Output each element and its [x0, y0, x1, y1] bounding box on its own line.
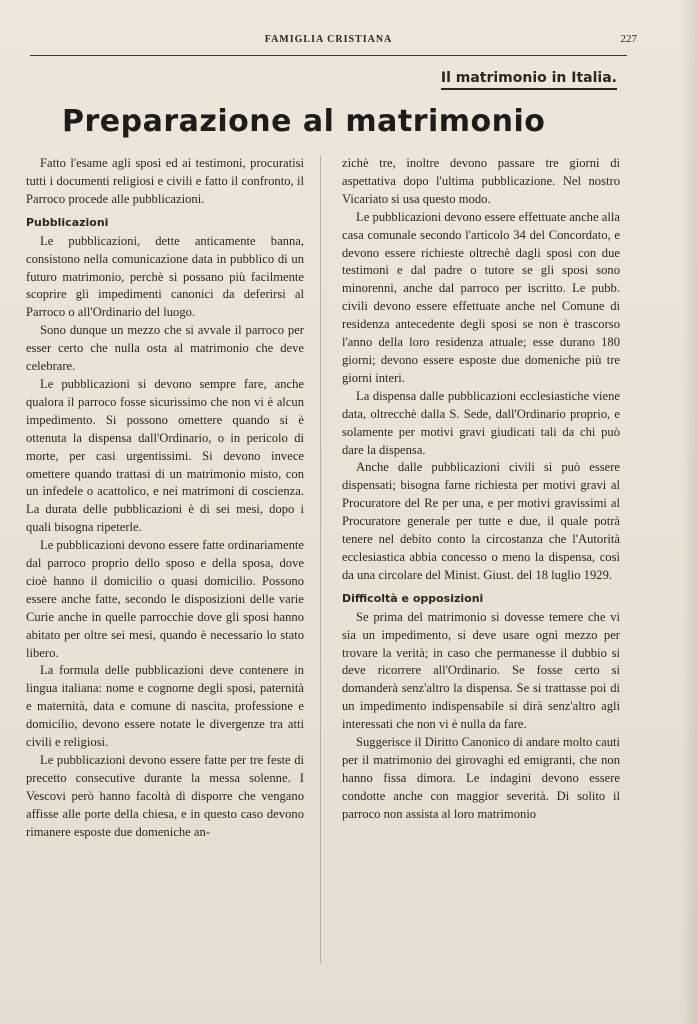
paragraph: La formula delle pubblicazioni deve contenere in lingua italiana: nome e cognome degli sposi, paternità e maternità, data e comune di nascita, professione e domicilio, devono essere notate le divergenze tra atti civili e religiosi.	[26, 663, 304, 750]
paragraph: Le pubblicazioni, dette anticamente banna, consistono nella comunicazione data in pubblico di un futuro matrimonio, perchè si possano più facilmente scoprire gli impedimenti canonici da deferirsi al Parroco o all'Ordinario del luogo.	[26, 233, 304, 320]
paragraph: Le pubblicazioni devono essere fatte ordinariamente dal parroco proprio dello sposo e della sposa, dove cioè hanno il domicilio o quasi domicilio. Possono essere anche fatte, secondo le disposizioni delle varie Curie anche in quelle parrocchie dove gli sposi hanno abitato per oltre sei mesi, quando è necessario lo stato libero.	[26, 538, 305, 660]
paragraph: La dispensa dalle pubblicazioni ecclesiastiche viene data, oltrecchè dalla S. Sede, dall'Ordinario proprio, e solamente per motivi gravi giudicati tali da chi può dare la dispensa.	[342, 388, 620, 457]
left-column	[26, 155, 304, 842]
section-tag: Il matrimonio in Italia.	[441, 70, 617, 90]
paragraph: Le pubblicazioni devono essere fatte per tre feste di precetto consecutive durante la messa solenne. I Vescovi però hanno facoltà di disporre che vengano affisse alle porte della chiesa, e in questo caso devono rimanere esposte due domeniche an-	[26, 753, 304, 839]
intro-paragraph: Fatto l'esame agli sposi ed ai testimoni, procuratisi tutti i documenti religiosi e civili e fatto il confronto, il Parroco procede alle pubblicazioni.	[26, 156, 304, 206]
paragraph: Suggerisce il Diritto Canonico di andare molto cauti per il matrimonio dei girovaghi ed emigranti, che non hanno fissa dimora. Le indagini devono essere condotte anche con maggior severità. Di solito il parroco non assista al loro matrimonio	[342, 735, 620, 821]
running-title: FAMIGLIA CRISTIANA	[264, 34, 393, 45]
paragraph: Anche dalle pubblicazioni civili si può essere dispensati; bisogna farne richiesta per motivi gravi al Procuratore del Re per una, e per motivi gravissimi al Procuratore generale per tutte e due, il quale potrà tenere nel debito conto la circostanza che l'Autorità ecclesiastica abbia concesso o meno la dispensa, così da una circolare del Minist. Giust. del 18 luglio 1929.	[342, 460, 620, 582]
running-head	[30, 33, 637, 54]
article-title: Preparazione al matrimonio	[62, 104, 546, 139]
paragraph: Le pubblicazioni si devono sempre fare, anche qualora il parroco fosse sicurissimo che non vi è alcun impedimento. Si possono omettere quando si è ottenuta la dispensa dall'Ordinario, o in pericolo di morte, per casi urgentissimi. Si devono invece omettere quando trattasi di un matrimonio misto, con un infedele o acattolico, e nei matrimoni di coscienza. La durata delle pubblicazioni è di sei mesi, dopo i quali bisogna ripeterle.	[26, 376, 304, 535]
page-number: 227	[620, 33, 637, 45]
paragraph: Le pubblicazioni devono essere effettuate anche alla casa comunale secondo l'articolo 34 del Concordato, e devono essere richieste oltrechè dagli sposi con due testimoni e dal padre o tutore se gli sposi sono minorenni, anche dal parroco per iscritto. Le pubb. civili devono essere effettuate anche nel Comune di residenza antecedente degli sposi se non è trascorso l'anno della loro residenza attuale; esse durano 180 giorni; devono essere esposte due domeniche più tre giorni interi.	[342, 209, 620, 385]
paragraph: Sono dunque un mezzo che si avvale il parroco per esser certo che nulla osta al matrimonio che deve celebrare.	[26, 323, 304, 374]
heading-pubblicazioni: Pubblicazioni	[26, 215, 109, 229]
right-column	[342, 155, 620, 824]
paragraph: Se prima del matrimonio si dovesse temere che vi sia un impedimento, si deve usare ogni mezzo per trovare la verità; in caso che permanesse il dubbio si deve ricorrere all'Ordinario. Se fosse certo si domanderà senz'altro la dispensa. Se si trattasse poi di un impedimento indispensabile si dirà senz'altro agli interessati che non vi è nulla da fare.	[342, 609, 620, 732]
header-rule	[30, 55, 627, 56]
column-divider	[320, 155, 321, 963]
continued-paragraph: zichè tre, inoltre devono passare tre giorni di aspettativa dopo l'ultima pubblicazione. Nel nostro Vicariato si usa questo modo.	[342, 156, 620, 206]
page-edge-shadow	[681, 0, 697, 1024]
heading-difficolta: Difficoltà e opposizioni	[342, 591, 484, 605]
